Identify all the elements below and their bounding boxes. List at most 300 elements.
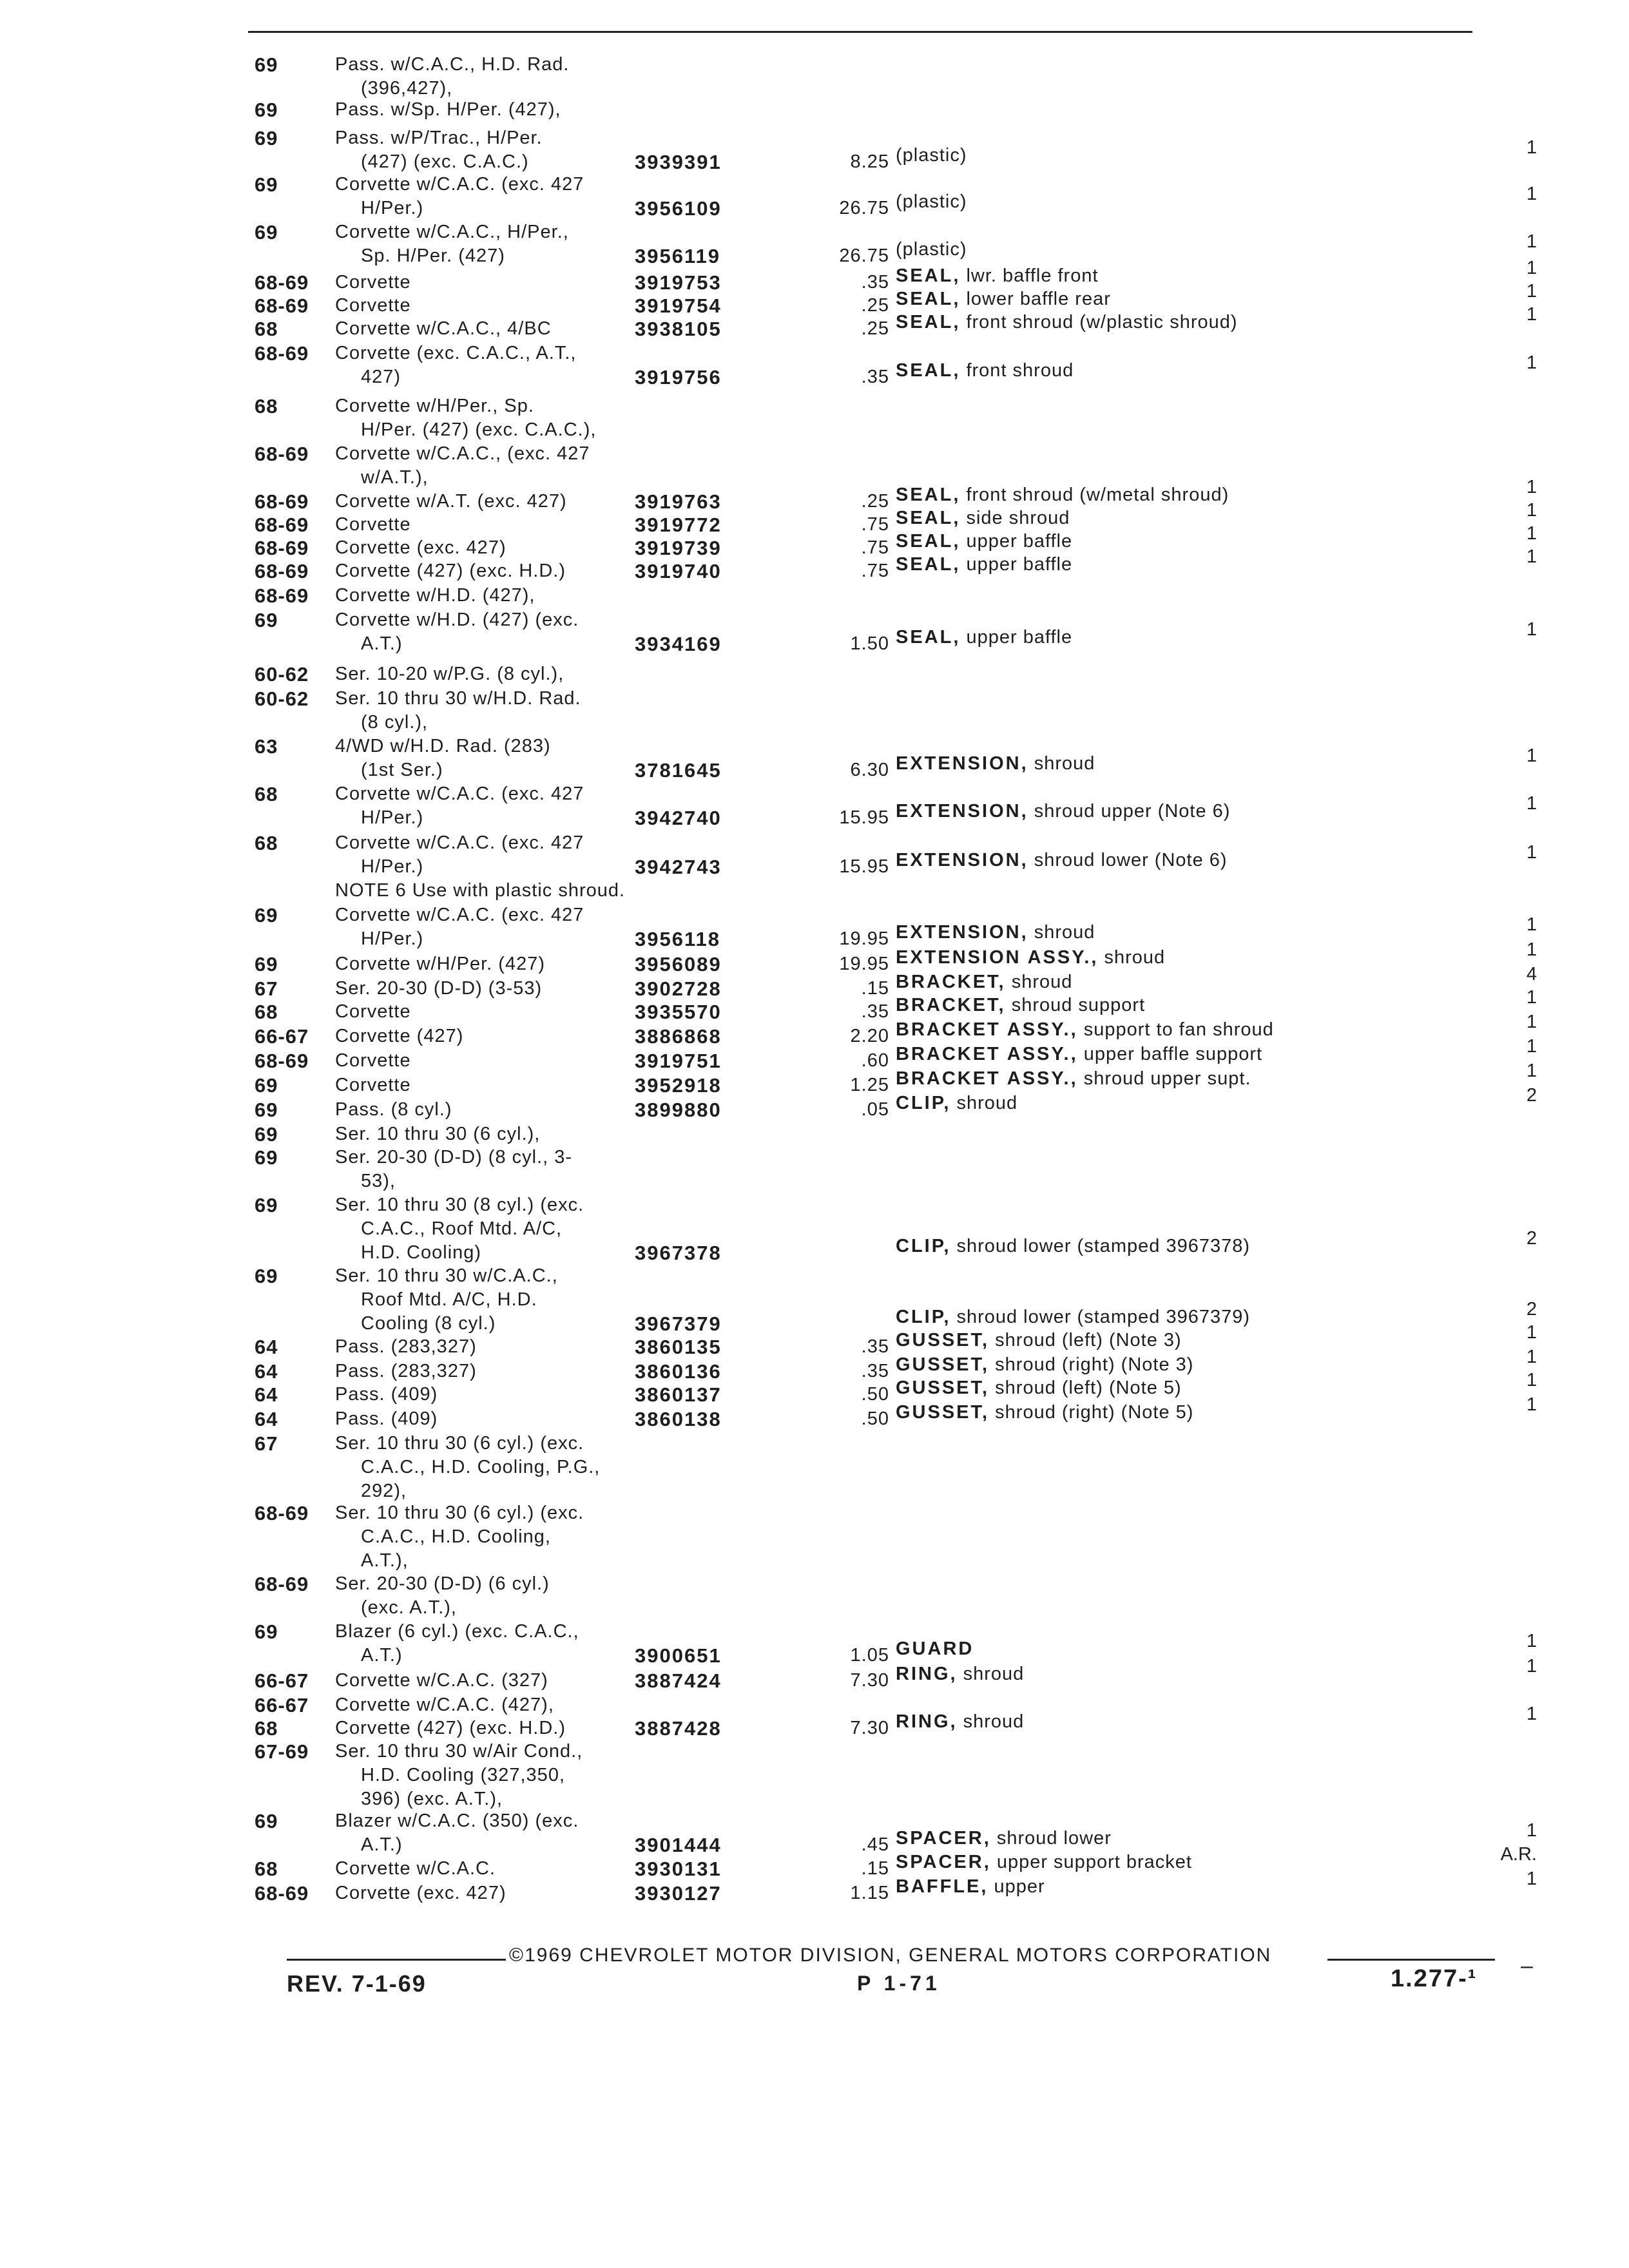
application-line: Ser. 10 thru 30 (6 cyl.),	[335, 1124, 541, 1144]
part-description	[896, 1305, 1250, 1329]
table-row	[0, 1432, 1629, 1501]
part-description	[896, 1043, 1262, 1066]
application	[335, 1122, 540, 1146]
application-line: Ser. 20-30 (D-D) (6 cyl.)	[335, 1573, 550, 1594]
list-price: 19.95	[839, 928, 889, 949]
model-year: 64	[255, 1408, 278, 1430]
part-detail: upper baffle	[966, 531, 1073, 552]
table-row	[0, 442, 1629, 494]
application	[335, 536, 506, 560]
model-year: 69	[255, 127, 278, 149]
quantity: A.R.	[1500, 1844, 1537, 1865]
quantity: 1	[1526, 304, 1537, 325]
quantity: 1	[1526, 258, 1537, 278]
quantity: 1	[1526, 619, 1537, 640]
part-detail: support to fan shroud	[1083, 1019, 1274, 1040]
model-year: 68	[255, 1001, 278, 1023]
application	[335, 1098, 452, 1122]
part-detail: shroud lower (Note 6)	[1034, 850, 1228, 870]
quantity: 1	[1526, 1012, 1537, 1032]
application-line: Sp. H/Per. (427)	[361, 245, 505, 266]
quantity: 1	[1526, 1704, 1537, 1724]
part-description	[896, 144, 967, 168]
model-year: 68	[255, 1858, 278, 1880]
table-row	[0, 126, 1629, 178]
model-year: 68-69	[255, 1573, 309, 1595]
list-price: .15	[861, 1858, 889, 1879]
quantity: 1	[1526, 987, 1537, 1008]
part-name: BRACKET ASSY.,	[896, 1044, 1078, 1064]
application-line: H.D. Cooling (327,350,	[361, 1765, 565, 1785]
application	[335, 1857, 496, 1881]
part-name: SEAL,	[896, 508, 961, 528]
application-line: Ser. 10-20 w/P.G. (8 cyl.),	[335, 664, 564, 684]
list-price: .75	[861, 514, 889, 535]
quantity: 1	[1526, 137, 1537, 158]
application	[335, 53, 569, 101]
application	[335, 879, 625, 903]
part-detail: upper support bracket	[996, 1852, 1192, 1872]
part-name: SEAL,	[896, 554, 961, 575]
model-year: 68-69	[255, 537, 309, 559]
part-description	[896, 238, 967, 262]
table-row	[0, 1740, 1629, 1809]
application	[335, 1501, 584, 1573]
part-description	[896, 970, 1072, 994]
part-detail: shroud lower (stamped 3967378)	[956, 1236, 1251, 1256]
part-name: GUSSET,	[896, 1354, 990, 1375]
list-price: .50	[861, 1384, 889, 1405]
quantity: 1	[1526, 281, 1537, 302]
part-name: SEAL,	[896, 485, 961, 505]
part-name: EXTENSION ASSY.,	[896, 947, 1099, 968]
table-row	[0, 687, 1629, 738]
footer-rule-left	[287, 1959, 506, 1961]
part-detail: shroud upper (Note 6)	[1034, 801, 1231, 822]
list-price: 15.95	[839, 807, 889, 828]
part-detail: shroud lower	[996, 1828, 1112, 1849]
application-line: A.T.),	[361, 1550, 409, 1571]
quantity: 1	[1526, 1631, 1537, 1651]
part-name: SEAL,	[896, 289, 961, 309]
application-line: A.T.)	[361, 1834, 403, 1855]
application-line: (427) (exc. C.A.C.)	[361, 151, 529, 172]
application	[335, 490, 567, 514]
part-name: RING,	[896, 1711, 958, 1732]
part-number: 3942740	[635, 807, 722, 829]
application-line: Pass. w/Sp. H/Per. (427),	[335, 99, 561, 120]
application-line: Ser. 10 thru 30 (6 cyl.) (exc.	[335, 1433, 584, 1454]
part-description	[896, 626, 1072, 649]
application-line: H/Per. (427) (exc. C.A.C.),	[361, 419, 597, 440]
application-line: Corvette (exc. 427)	[335, 1883, 506, 1903]
application-line: Ser. 10 thru 30 w/H.D. Rad.	[335, 688, 581, 709]
table-row	[0, 341, 1629, 393]
application-line: Pass. (283,327)	[335, 1361, 477, 1381]
application-line: Corvette w/C.A.C., (exc. 427	[335, 443, 590, 464]
application	[335, 513, 411, 537]
application-line: Roof Mtd. A/C, H.D.	[361, 1289, 537, 1310]
application	[335, 903, 584, 951]
model-year: 67	[255, 1432, 278, 1455]
part-number: 3967378	[635, 1242, 722, 1264]
application	[335, 831, 584, 879]
application	[335, 1572, 550, 1620]
model-year: 68	[255, 1717, 278, 1740]
part-description	[896, 553, 1072, 577]
margin-mark: –	[1521, 1954, 1533, 1978]
application-line: w/A.T.),	[361, 467, 429, 488]
application-line: Corvette w/C.A.C. (exc. 427	[335, 905, 584, 925]
application-line: 53),	[361, 1171, 396, 1191]
part-detail: shroud	[1034, 753, 1095, 774]
application-line: H/Per.)	[361, 807, 424, 828]
part-detail: shroud	[963, 1664, 1025, 1684]
part-number: 3860137	[635, 1383, 722, 1406]
model-year: 64	[255, 1360, 278, 1383]
quantity: 1	[1526, 1036, 1537, 1057]
part-description	[896, 1850, 1192, 1874]
part-detail: upper baffle support	[1083, 1044, 1263, 1064]
application-line: Ser. 10 thru 30 w/Air Cond.,	[335, 1741, 583, 1762]
quantity: 1	[1526, 523, 1537, 544]
section-number: 1.277-¹	[1391, 1965, 1478, 1992]
application-line: 396) (exc. A.T.),	[361, 1789, 503, 1809]
part-name: BAFFLE,	[896, 1876, 988, 1897]
model-year: 67-69	[255, 1740, 309, 1763]
application-line: Blazer (6 cyl.) (exc. C.A.C.,	[335, 1621, 579, 1642]
model-year: 69	[255, 1099, 278, 1121]
part-name: SEAL,	[896, 531, 961, 552]
model-year: 66-67	[255, 1669, 309, 1692]
part-description	[896, 1091, 1017, 1115]
part-number: 3860138	[635, 1408, 722, 1430]
model-year: 68-69	[255, 443, 309, 465]
application-line: A.T.)	[361, 633, 403, 654]
application-line: Corvette (exc. C.A.C., A.T.,	[335, 343, 577, 363]
part-detail: side shroud	[966, 508, 1070, 528]
part-detail: (plastic)	[896, 191, 967, 212]
part-number: 3930127	[635, 1882, 722, 1905]
application-line: Pass. (283,327)	[335, 1336, 477, 1357]
list-price: 26.75	[839, 245, 889, 266]
part-number: 3938105	[635, 318, 722, 340]
part-description	[896, 1329, 1182, 1352]
part-description	[896, 190, 967, 214]
list-price: .35	[861, 272, 889, 293]
application-line: C.A.C., Roof Mtd. A/C,	[361, 1218, 563, 1239]
part-description	[896, 849, 1228, 872]
application	[335, 608, 579, 656]
model-year: 60-62	[255, 687, 309, 710]
application	[335, 977, 542, 1001]
table-row	[0, 1193, 1629, 1264]
list-price: .60	[861, 1050, 889, 1071]
application	[335, 1146, 572, 1193]
part-name: CLIP,	[896, 1236, 951, 1256]
list-price: .25	[861, 318, 889, 339]
application	[335, 1049, 411, 1073]
model-year: 63	[255, 735, 278, 758]
part-number: 3919739	[635, 537, 722, 559]
application-line: C.A.C., H.D. Cooling,	[361, 1526, 551, 1547]
table-row	[0, 782, 1629, 834]
part-description	[896, 1637, 974, 1661]
part-description	[896, 530, 1072, 553]
application-line: A.T.)	[361, 1645, 403, 1666]
part-detail: lwr. baffle front	[966, 265, 1099, 286]
part-number: 3919740	[635, 560, 722, 582]
list-price: 7.30	[850, 1670, 889, 1691]
part-name: RING,	[896, 1664, 958, 1684]
part-name: BRACKET ASSY.,	[896, 1068, 1078, 1089]
application-line: NOTE 6 Use with plastic shroud.	[335, 880, 626, 901]
part-detail: front shroud (w/plastic shroud)	[966, 312, 1238, 332]
model-year: 66-67	[255, 1694, 309, 1716]
application-line: C.A.C., H.D. Cooling, P.G.,	[361, 1457, 601, 1477]
application-line: Ser. 10 thru 30 (6 cyl.) (exc.	[335, 1503, 584, 1523]
part-name: SEAL,	[896, 265, 961, 286]
part-detail: shroud (right) (Note 5)	[995, 1402, 1194, 1423]
application-line: Corvette w/C.A.C.	[335, 1858, 496, 1879]
part-detail: front shroud	[966, 360, 1074, 381]
list-price: 19.95	[839, 954, 889, 974]
model-year: 68-69	[255, 271, 309, 294]
model-year: 69	[255, 1265, 278, 1287]
part-description	[896, 1875, 1045, 1899]
application-line: Ser. 20-30 (D-D) (3-53)	[335, 978, 543, 999]
application-line: 4/WD w/H.D. Rad. (283)	[335, 736, 551, 756]
application	[335, 1740, 583, 1811]
quantity: 1	[1526, 1322, 1537, 1343]
quantity: 1	[1526, 1370, 1537, 1390]
application-line: Corvette (427) (exc. H.D.)	[335, 561, 566, 581]
model-year: 68-69	[255, 294, 309, 317]
part-name: SEAL,	[896, 360, 961, 381]
part-detail: lower baffle rear	[966, 289, 1111, 309]
model-year: 68-69	[255, 342, 309, 365]
list-price: .35	[861, 1001, 889, 1022]
part-number: 3952918	[635, 1074, 722, 1097]
application	[335, 1693, 554, 1717]
table-row	[0, 53, 1629, 104]
application-line: Corvette	[335, 1001, 411, 1022]
part-name: EXTENSION,	[896, 753, 1028, 774]
quantity: 2	[1526, 1085, 1537, 1106]
application-line: Corvette w/C.A.C. (exc. 427	[335, 832, 584, 853]
part-detail: shroud support	[1011, 995, 1146, 1015]
model-year: 69	[255, 1620, 278, 1643]
application-line: Corvette (427)	[335, 1026, 464, 1046]
application-line: Cooling (8 cyl.)	[361, 1313, 496, 1334]
quantity: 1	[1526, 842, 1537, 863]
model-year: 68-69	[255, 1050, 309, 1072]
list-price: .75	[861, 561, 889, 581]
part-description	[896, 1662, 1024, 1686]
part-name: BRACKET,	[896, 995, 1006, 1015]
part-detail: upper baffle	[966, 627, 1073, 648]
part-number: 3919754	[635, 294, 722, 317]
application	[335, 442, 590, 490]
part-detail: shroud	[963, 1711, 1025, 1732]
part-number: 3919756	[635, 366, 722, 389]
part-name: GUARD	[896, 1639, 974, 1659]
list-price: .35	[861, 1361, 889, 1381]
part-number: 3919751	[635, 1050, 722, 1072]
part-name: EXTENSION,	[896, 850, 1028, 870]
part-description	[896, 1235, 1250, 1258]
quantity: 1	[1526, 1061, 1537, 1081]
part-number: 3956119	[635, 245, 720, 267]
model-year: 69	[255, 53, 278, 76]
model-year: 69	[255, 609, 278, 631]
table-row	[0, 608, 1629, 660]
quantity: 1	[1526, 1869, 1537, 1889]
model-year: 67	[255, 977, 278, 1000]
application-line: Corvette w/H.D. (427),	[335, 585, 535, 606]
model-year: 69	[255, 1194, 278, 1216]
part-description	[896, 1376, 1182, 1400]
part-detail: shroud (left) (Note 3)	[995, 1330, 1182, 1350]
application-line: Pass. (8 cyl.)	[335, 1099, 452, 1120]
application	[335, 317, 552, 341]
quantity: 1	[1526, 500, 1537, 521]
part-description	[896, 1827, 1112, 1850]
part-number: 3935570	[635, 1001, 722, 1023]
part-number: 3887424	[635, 1669, 722, 1692]
application-line: (8 cyl.),	[361, 712, 429, 733]
part-description	[896, 1018, 1274, 1042]
part-detail: shroud (right) (Note 3)	[995, 1354, 1194, 1375]
part-description	[896, 752, 1095, 776]
part-name: GUSSET,	[896, 1330, 990, 1350]
table-row	[0, 831, 1629, 883]
part-number: 3919753	[635, 271, 722, 294]
part-number: 3900651	[635, 1644, 722, 1667]
application-line: Corvette	[335, 1050, 411, 1071]
part-description	[896, 506, 1070, 530]
application-line: Corvette w/C.A.C. (427),	[335, 1695, 554, 1715]
model-year: 68	[255, 395, 278, 418]
part-number: 3956118	[635, 928, 720, 950]
application	[335, 173, 584, 220]
part-number: 3887428	[635, 1717, 722, 1740]
application-line: Pass. w/C.A.C., H.D. Rad.	[335, 54, 570, 75]
application-line: Blazer w/C.A.C. (350) (exc.	[335, 1811, 579, 1831]
quantity: 1	[1526, 745, 1537, 766]
application	[335, 1881, 506, 1905]
application	[335, 271, 411, 294]
part-name: EXTENSION,	[896, 922, 1028, 943]
application	[335, 1407, 438, 1431]
list-price: .25	[861, 491, 889, 512]
model-year: 69	[255, 173, 278, 196]
quantity: 2	[1526, 1228, 1537, 1249]
application-line: Pass. (409)	[335, 1408, 438, 1429]
list-price: .35	[861, 1336, 889, 1357]
application-line: Ser. 20-30 (D-D) (8 cyl., 3-	[335, 1147, 573, 1168]
table-row	[0, 735, 1629, 786]
list-price: 7.30	[850, 1718, 889, 1738]
application-line: Corvette	[335, 295, 411, 316]
table-row	[0, 1501, 1629, 1571]
application	[335, 394, 596, 442]
part-number: 3860136	[635, 1360, 722, 1383]
quantity: 1	[1526, 477, 1537, 497]
table-row	[0, 1264, 1629, 1335]
application-line: (396,427),	[361, 78, 453, 99]
table-row	[0, 1572, 1629, 1624]
application	[335, 98, 561, 122]
list-price: .45	[861, 1834, 889, 1855]
model-year: 68-69	[255, 584, 309, 607]
list-price: .75	[861, 537, 889, 558]
table-row	[0, 1620, 1629, 1671]
application	[335, 952, 545, 976]
copyright-line: ©1969 CHEVROLET MOTOR DIVISION, GENERAL MOTORS CORPORATION	[509, 1945, 1272, 1966]
revision-date: REV. 7-1-69	[287, 1970, 427, 1997]
part-description	[896, 483, 1229, 507]
application	[335, 662, 564, 686]
part-detail: shroud	[956, 1093, 1018, 1113]
part-description	[896, 287, 1111, 311]
application-line: H/Per.)	[361, 856, 424, 877]
list-price: 8.25	[850, 151, 889, 172]
application	[335, 1073, 411, 1097]
part-detail: shroud lower (stamped 3967379)	[956, 1307, 1251, 1327]
model-year: 69	[255, 1074, 278, 1097]
quantity: 1	[1526, 914, 1537, 935]
application-line: Corvette w/C.A.C. (327)	[335, 1670, 548, 1691]
part-number: 3860135	[635, 1336, 722, 1358]
application-line: H/Per.)	[361, 198, 424, 218]
application-line: Pass. (409)	[335, 1384, 438, 1405]
part-detail: shroud	[1011, 972, 1073, 992]
model-year: 69	[255, 953, 278, 975]
application	[335, 1335, 477, 1359]
model-year: 68	[255, 783, 278, 805]
model-year: 69	[255, 904, 278, 927]
part-detail: upper baffle	[966, 554, 1073, 575]
part-detail: shroud	[1104, 947, 1166, 968]
part-detail: (plastic)	[896, 239, 967, 260]
list-price: .25	[861, 295, 889, 316]
model-year: 69	[255, 1123, 278, 1146]
part-number: 3901444	[635, 1834, 722, 1856]
part-name: SEAL,	[896, 312, 961, 332]
application-line: 292),	[361, 1481, 407, 1501]
part-name: GUSSET,	[896, 1378, 990, 1398]
part-number: 3934169	[635, 633, 722, 655]
part-detail: shroud (left) (Note 5)	[995, 1378, 1182, 1398]
application-line: H/Per.)	[361, 928, 424, 949]
application-line: (1st Ser.)	[361, 760, 443, 780]
application-line: 427)	[361, 367, 401, 387]
part-name: EXTENSION,	[896, 801, 1028, 822]
part-name: SPACER,	[896, 1828, 991, 1849]
quantity: 1	[1526, 1394, 1537, 1415]
part-description	[896, 1710, 1024, 1734]
table-row	[0, 394, 1629, 446]
application-line: (exc. A.T.),	[361, 1597, 457, 1618]
application-line: Corvette w/A.T. (exc. 427)	[335, 491, 567, 512]
table-row	[0, 173, 1629, 224]
part-description	[896, 946, 1165, 970]
application-line: Corvette	[335, 514, 411, 535]
model-year: 68	[255, 318, 278, 340]
page-reference: P 1-71	[857, 1972, 941, 1995]
part-description	[896, 311, 1238, 334]
